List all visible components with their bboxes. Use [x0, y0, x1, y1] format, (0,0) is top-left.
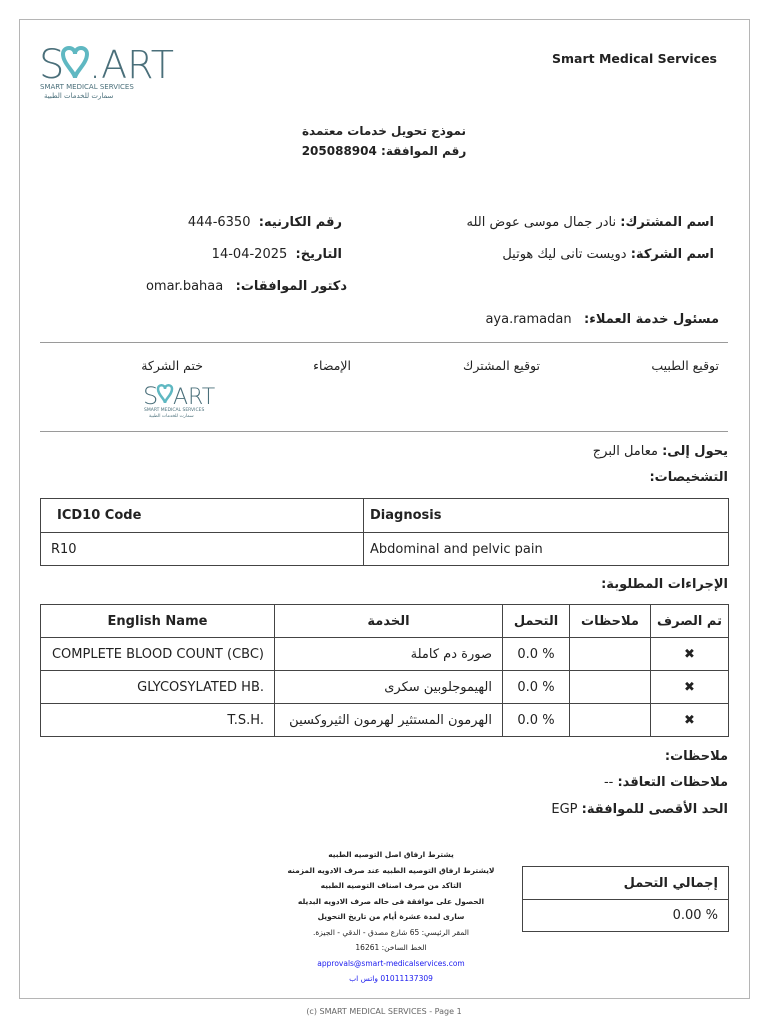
footer-note-line: لايشترط ارفاق التوصيه الطبيه عند صرف الادويه المزمنه	[287, 865, 495, 875]
doctor-signature-label: توقيع الطبيب	[651, 358, 719, 373]
table-row	[41, 533, 729, 566]
proc-coverage: 0.0 %	[503, 671, 570, 704]
procedures-label: الإجراءات المطلوبة:	[601, 577, 728, 592]
card-label: رقم الكارنيه:	[258, 215, 342, 230]
doctor-row	[146, 279, 347, 294]
company-label: اسم الشركة:	[630, 247, 714, 262]
diagnosis-code: R10	[41, 533, 364, 566]
service-row	[485, 312, 719, 327]
date-label: التاريخ:	[295, 247, 342, 262]
proc-service: الهرمون المستثير لهرمون الثيروكسين	[275, 704, 503, 737]
svg-text:S: S	[39, 42, 64, 88]
service-value: aya.ramadan	[485, 312, 572, 327]
proc-header-coverage: التحمل	[503, 605, 570, 638]
svg-text:S: S	[143, 382, 159, 410]
referral-value: معامل البرج	[592, 444, 658, 459]
contract-notes-label: ملاحظات التعاقد:	[617, 775, 728, 790]
footer-address: المقر الرئيسي: 65 شارع مصدق - الدقي - الجيزة.	[312, 927, 469, 937]
footer-whatsapp-link[interactable]: 01011137309 واتس اب	[349, 974, 433, 983]
svg-text:سمارت للخدمات الطبية: سمارت للخدمات الطبية	[149, 414, 194, 419]
svg-text:.ART: .ART	[89, 43, 174, 87]
company-stamp-label: ختم الشركة	[141, 358, 203, 373]
max-approval-row	[551, 802, 728, 817]
company-name: Smart Medical Services	[552, 51, 717, 66]
page-footer: (c) SMART MEDICAL SERVICES - Page 1	[306, 1007, 462, 1016]
separator-bottom	[40, 431, 728, 432]
table-row	[41, 704, 729, 737]
proc-header-english: English Name	[41, 605, 275, 638]
table-row	[41, 671, 729, 704]
proc-dispensed-icon: ✖	[651, 704, 729, 737]
form-title: نموذج تحويل خدمات معتمدة	[301, 124, 467, 138]
footer-note-line: سارى لمدة عشرة أيام من تاريخ التحويل	[317, 912, 465, 921]
table-row	[41, 638, 729, 671]
total-table	[522, 866, 729, 932]
proc-dispensed-icon: ✖	[651, 638, 729, 671]
company-stamp-logo	[143, 380, 216, 419]
total-value: 0.00 %	[523, 900, 729, 932]
company-logo	[39, 40, 174, 102]
diagnoses-label: التشخيصات:	[649, 470, 728, 485]
proc-english: COMPLETE BLOOD COUNT (CBC)	[41, 638, 275, 671]
proc-header-notes: ملاحظات	[570, 605, 651, 638]
proc-english: T.S.H.	[41, 704, 275, 737]
logo-sub-en: SMART MEDICAL SERVICES	[40, 83, 134, 91]
date-row	[212, 247, 342, 262]
footer-notes	[264, 847, 518, 987]
referral-row	[593, 444, 728, 459]
proc-service: الهيموجلوبين سكرى	[275, 671, 503, 704]
approval-label: رقم الموافقة:	[381, 144, 467, 158]
max-approval-label: الحد الأقصى للموافقة:	[581, 802, 728, 817]
svg-text:SMART MEDICAL SERVICES: SMART MEDICAL SERVICES	[144, 408, 205, 413]
diagnosis-text: Abdominal and pelvic pain	[364, 533, 729, 566]
diagnosis-table	[40, 498, 729, 566]
date-value: 2025-04-14	[211, 247, 288, 262]
card-row	[188, 215, 342, 230]
procedures-table	[40, 604, 729, 737]
stamp-logo-graphic	[143, 380, 216, 419]
contract-notes-row	[604, 775, 728, 790]
total-label: إجمالي التحمل	[523, 867, 729, 900]
company-row	[502, 247, 714, 262]
logo-sub-ar: سمارت للخدمات الطبية	[44, 92, 114, 100]
subscriber-value: نادر جمال موسى عوض الله	[466, 215, 617, 230]
proc-english: GLYCOSYLATED HB.	[41, 671, 275, 704]
card-value: 6350-444	[187, 215, 251, 230]
proc-notes	[570, 704, 651, 737]
doctor-value: omar.bahaa	[145, 279, 224, 294]
company-value: دويست تانى ليك هوتيل	[502, 247, 627, 262]
referral-label: يحول إلى:	[662, 444, 728, 459]
max-approval-value: EGP	[551, 802, 578, 817]
footer-note-line: الحصول على موافقة فى حاله صرف الادويه البديله	[297, 896, 485, 906]
signature-label: الإمضاء	[313, 358, 351, 373]
subscriber-label: اسم المشترك:	[620, 215, 714, 230]
footer-email-link[interactable]: approvals@smart-medicalservices.com	[317, 958, 465, 968]
proc-coverage: 0.0 %	[503, 638, 570, 671]
footer-note-line: يشترط ارفاق اصل التوصيه الطبيه	[328, 850, 454, 859]
approval-number: 205088904	[301, 144, 377, 158]
proc-dispensed-icon: ✖	[651, 671, 729, 704]
footer-hotline: الخط الساخن: 16261	[355, 943, 427, 952]
doctor-label: دكتور الموافقات:	[235, 279, 347, 294]
proc-notes	[570, 671, 651, 704]
approval-number-line	[234, 144, 534, 158]
subscriber-row	[467, 215, 714, 230]
diagnosis-header-code: ICD10 Code	[41, 499, 364, 533]
diagnosis-header-diagnosis: Diagnosis	[364, 499, 729, 533]
service-label: مسئول خدمة العملاء:	[584, 312, 719, 327]
proc-service: صورة دم كاملة	[275, 638, 503, 671]
subscriber-signature-label: توقيع المشترك	[463, 358, 540, 373]
proc-coverage: 0.0 %	[503, 704, 570, 737]
notes-label: ملاحظات:	[664, 749, 728, 764]
contract-notes-value: --	[603, 775, 614, 790]
footer-note-line: التاكد من صرف اصناف التوصيه الطبيه	[320, 881, 462, 890]
proc-notes	[570, 638, 651, 671]
proc-header-service: الخدمة	[275, 605, 503, 638]
separator-top	[40, 342, 728, 343]
proc-header-dispensed: تم الصرف	[651, 605, 729, 638]
svg-text:ART: ART	[173, 385, 216, 410]
